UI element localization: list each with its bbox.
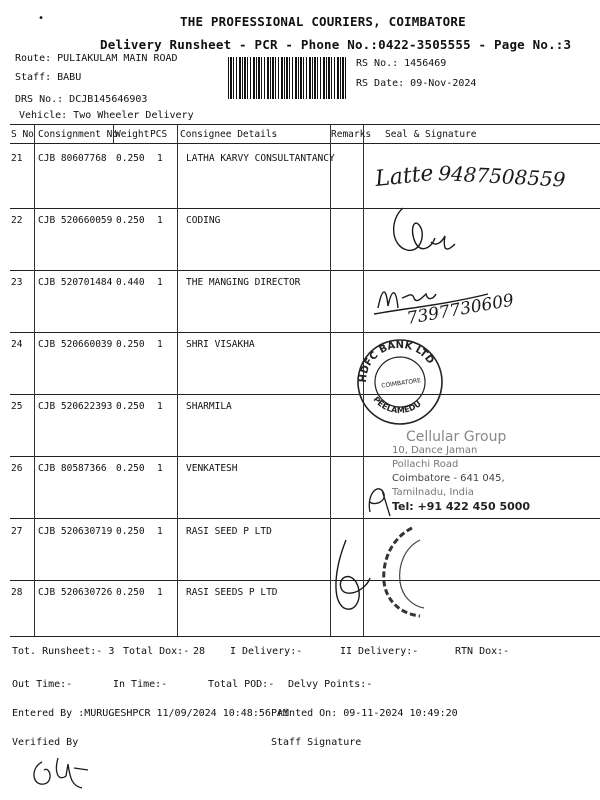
barcode (228, 57, 346, 99)
cell-sno: 27 (11, 526, 23, 537)
column-divider (34, 124, 35, 636)
cell-consignment: CJB 520660039 (38, 339, 113, 350)
cell-weight: 0.250 (116, 215, 145, 226)
entered-by: Entered By :MURUGESHPCR 11/09/2024 10:48:56 AM (12, 708, 289, 719)
rs-date: RS Date: 09-Nov-2024 (356, 78, 477, 89)
total-pod: Total POD:- (208, 679, 275, 690)
verified-signature (28, 748, 98, 794)
rtn-dox: RTN Dox:- (455, 646, 510, 657)
corner-mark: • (38, 13, 45, 24)
staff: Staff: BABU (15, 72, 82, 83)
cell-consignment: CJB 80587366 (38, 463, 107, 474)
table-top-rule (10, 124, 600, 125)
stamp-address-line: 10, Dance Jaman (392, 445, 478, 456)
cell-sno: 25 (11, 401, 23, 412)
cell-consignment: CJB 520701484 (38, 277, 113, 288)
total-dox-value: 28 (193, 646, 206, 657)
cell-consignment: CJB 520622393 (38, 401, 113, 412)
cell-consignee: VENKATESH (186, 463, 238, 474)
row-divider (10, 208, 600, 209)
out-time: Out Time:- (12, 679, 73, 690)
total-dox-label: Total Dox:- (123, 646, 190, 657)
header-seal: Seal & Signature (385, 129, 477, 140)
verified-by: Verified By (12, 737, 79, 748)
cell-pcs: 1 (157, 339, 163, 350)
cell-pcs: 1 (157, 153, 163, 164)
cell-pcs: 1 (157, 401, 163, 412)
tot-runsheet: Tot. Runsheet:- 3 (12, 646, 115, 657)
stamp-company: Cellular Group (406, 429, 507, 445)
svg-text:PEELAMEDU (371, 389, 424, 419)
delvy-points: Delvy Points:- (288, 679, 373, 690)
ii-delivery: II Delivery:- (340, 646, 419, 657)
table-header-rule (10, 143, 600, 144)
company-name: THE PROFESSIONAL COURIERS, COIMBATORE (180, 14, 466, 29)
cell-consignment: CJB 520630719 (38, 526, 113, 537)
signature-row23 (368, 268, 538, 338)
row-divider (10, 394, 600, 395)
handwritten-phone: 7397730609 (405, 290, 516, 329)
stamp-address-line: Tamilnadu, India (392, 487, 474, 498)
stamp-bank-name: HDFC BANK LTD (357, 339, 436, 384)
staff-signature: Staff Signature (271, 737, 362, 748)
cell-consignee: SHARMILA (186, 401, 232, 412)
signature-row21 (376, 150, 586, 200)
row-divider (10, 518, 600, 519)
in-time: In Time:- (113, 679, 168, 690)
i-delivery: I Delivery:- (230, 646, 303, 657)
cell-consignee: THE MANGING DIRECTOR (186, 277, 301, 288)
cell-weight: 0.250 (116, 463, 145, 474)
header-sno: S No (11, 129, 34, 140)
stamp-address-line: Pollachi Road (392, 459, 459, 470)
rs-number: RS No.: 1456469 (356, 58, 447, 69)
drs-number: DRS No.: DCJB145646903 (15, 94, 148, 105)
printed-on: Printed On: 09-11-2024 10:49:20 (271, 708, 458, 719)
route: Route: PULIAKULAM MAIN ROAD (15, 53, 178, 64)
row-divider (10, 580, 600, 581)
cell-sno: 21 (11, 153, 23, 164)
stamp-branch: PEELAMEDU (371, 394, 423, 416)
cell-weight: 0.250 (116, 339, 145, 350)
cell-pcs: 1 (157, 587, 163, 598)
table-bottom-rule (10, 636, 600, 637)
cell-pcs: 1 (157, 463, 163, 474)
header-weight: Weight (115, 129, 150, 140)
cell-weight: 0.250 (116, 401, 145, 412)
bank-stamp (354, 336, 444, 426)
cell-weight: 0.440 (116, 277, 145, 288)
cell-consignee: LATHA KARVY CONSULTANTANCY (186, 153, 335, 164)
cell-weight: 0.250 (116, 153, 145, 164)
signature-row22 (385, 198, 465, 268)
vehicle: Vehicle: Two Wheeler Delivery (19, 110, 194, 121)
cell-weight: 0.250 (116, 526, 145, 537)
header-consignee: Consignee Details (180, 129, 278, 140)
cell-sno: 22 (11, 215, 23, 226)
cell-pcs: 1 (157, 526, 163, 537)
cell-consignment: CJB 520660059 (38, 215, 113, 226)
header-remarks: Remarks (331, 129, 372, 140)
seal-stamp (372, 520, 442, 620)
cell-consignee: RASI SEED P LTD (186, 526, 272, 537)
stamp-phone: Tel: +91 422 450 5000 (392, 500, 531, 513)
cell-pcs: 1 (157, 215, 163, 226)
stamp-city: COIMBATORE (380, 377, 422, 390)
stamp-address-line: Coimbatore - 641 045, (392, 473, 505, 484)
cell-weight: 0.250 (116, 587, 145, 598)
cell-sno: 28 (11, 587, 23, 598)
signature-row26 (360, 472, 400, 522)
runsheet-subtitle: Delivery Runsheet - PCR - Phone No.:0422-3505555 - Page No.:3 (100, 37, 572, 52)
header-pcs: PCS (150, 129, 168, 140)
cell-consignee: CODING (186, 215, 221, 226)
handwritten-phone: 9487508559 (437, 161, 567, 192)
cell-sno: 26 (11, 463, 23, 474)
header-consignment: Consignment No (38, 129, 119, 140)
address-stamp (392, 430, 530, 514)
cell-sno: 23 (11, 277, 23, 288)
column-divider (177, 124, 178, 636)
cell-consignee: SHRI VISAKHA (186, 339, 255, 350)
cell-consignment: CJB 520630726 (38, 587, 113, 598)
cell-pcs: 1 (157, 277, 163, 288)
cell-consignment: CJB 80607768 (38, 153, 107, 164)
handwritten-name: Latte (374, 160, 435, 192)
cell-consignee: RASI SEEDS P LTD (186, 587, 278, 598)
cell-sno: 24 (11, 339, 23, 350)
